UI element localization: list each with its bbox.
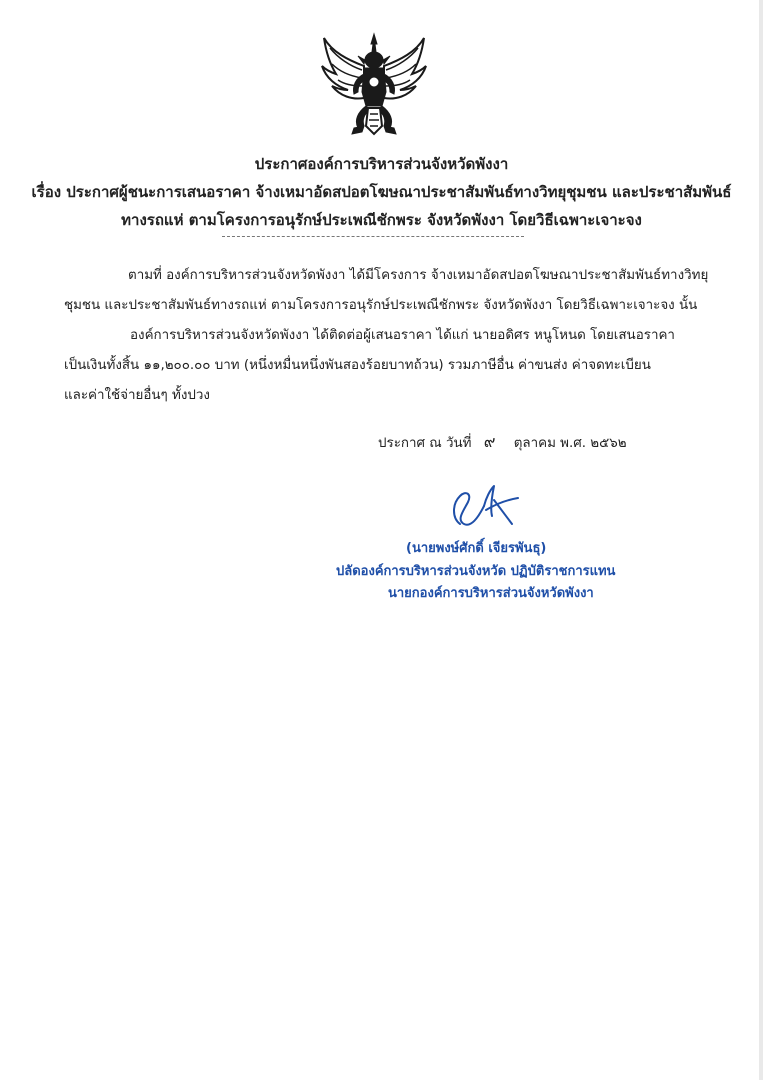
signatory-name: (นายพงษ์ศักดิ์ เจียรพันธุ) (406, 541, 547, 556)
announcement-date (378, 430, 627, 455)
document-title: ประกาศองค์การบริหารส่วนจังหวัดพังงา (254, 155, 509, 173)
garuda-emblem-icon (318, 30, 430, 142)
body-line: ตามที่ องค์การบริหารส่วนจังหวัดพังงา ได้มีโครงการ จ้างเหมาอัดสปอตโฆษณาประชาสัมพันธ์ทางวิทยุ (128, 268, 709, 283)
subject-line-1: เรื่อง ประกาศผู้ชนะการเสนอราคา จ้างเหมาอัดสปอตโฆษณาประชาสัมพันธ์ทางวิทยุชุมชน และประชาสัมพันธ์ (31, 183, 732, 201)
handwritten-signature-icon (446, 480, 524, 532)
signatory-position-1: ปลัดองค์การบริหารส่วนจังหวัด ปฏิบัติราชการแทน (336, 564, 616, 579)
title-divider (222, 236, 524, 237)
body-line: ชุมชน และประชาสัมพันธ์ทางรถแห่ ตามโครงการอนุรักษ์ประเพณีชักพระ จังหวัดพังงา โดยวิธีเฉพาะเจาะจง นั้น (64, 298, 698, 313)
signatory-position-2: นายกองค์การบริหารส่วนจังหวัดพังงา (388, 586, 594, 601)
body-line: เป็นเงินทั้งสิ้น ๑๑,๒๐๐.๐๐ บาท (หนึ่งหมื่นหนึ่งพันสองร้อยบาทถ้วน) รวมภาษีอื่น ค่าขนส่ง ค่าจดทะเบียน (64, 358, 651, 373)
body-line: และค่าใช้จ่ายอื่นๆ ทั้งปวง (64, 388, 210, 403)
subject-line-2: ทางรถแห่ ตามโครงการอนุรักษ์ประเพณีชักพระ จังหวัดพังงา โดยวิธีเฉพาะเจาะจง (121, 211, 642, 229)
date-prefix: ประกาศ ณ วันที่ (378, 436, 472, 451)
date-day: ๙ (483, 432, 496, 451)
body-line: องค์การบริหารส่วนจังหวัดพังงา ได้ติดต่อผู้เสนอราคา ได้แก่ นายอดิศร หนูโหนด โดยเสนอราคา (130, 328, 675, 343)
date-month-year: ตุลาคม พ.ศ. ๒๕๖๒ (513, 436, 627, 451)
